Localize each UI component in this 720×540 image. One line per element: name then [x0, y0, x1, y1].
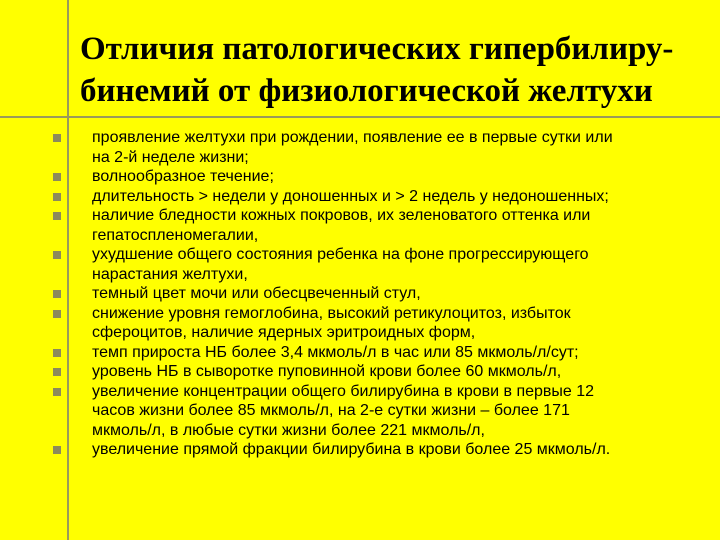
list-item-text	[92, 304, 712, 343]
list-item-text	[92, 343, 712, 363]
list-item-text	[92, 440, 712, 460]
list-item	[0, 187, 720, 207]
list-item-line: увеличение концентрации общего билирубина в крови в первые 12	[92, 382, 595, 400]
list-item-line: увеличение прямой фракции билирубина в крови более 25 мкмоль/л.	[92, 441, 611, 458]
list-item-line: нарастания желтухи,	[92, 265, 248, 283]
list-item	[0, 284, 720, 304]
horizontal-rule	[0, 116, 720, 118]
list-item-text	[92, 206, 712, 245]
list-item-line: на 2-й неделе жизни;	[92, 148, 249, 166]
list-item	[0, 167, 720, 187]
square-bullet-icon	[53, 290, 61, 298]
list-item	[0, 343, 720, 363]
list-item-text	[92, 167, 712, 187]
list-item	[0, 440, 720, 460]
list-item	[0, 206, 720, 245]
square-bullet-icon	[53, 251, 61, 259]
list-item-text	[92, 245, 712, 284]
list-item-text	[92, 284, 712, 304]
list-item	[0, 382, 720, 441]
list-item-line: ухудшение общего состояния ребенка на фоне прогрессирующего	[92, 246, 589, 263]
square-bullet-icon	[53, 388, 61, 396]
list-item-line: уровень НБ в сыворотке пуповинной крови более 60 мкмоль/л,	[92, 363, 562, 380]
bullet-list	[0, 128, 720, 460]
square-bullet-icon	[53, 446, 61, 454]
list-item-line: наличие бледности кожных покровов, их зеленоватого оттенка или	[92, 207, 591, 224]
list-item-line: мкмоль/л, в любые сутки жизни более 221 мкмоль/л,	[92, 421, 485, 439]
square-bullet-icon	[53, 349, 61, 357]
list-item-line: волнообразное течение;	[92, 168, 274, 185]
title-line: Отличия патологических гипербилиру-	[80, 31, 674, 67]
list-item-text	[92, 362, 712, 382]
list-item-line: снижение уровня гемоглобина, высокий ретикулоцитоз, избыток	[92, 304, 571, 322]
list-item-line: гепатоспленомегалии,	[92, 226, 259, 244]
list-item	[0, 304, 720, 343]
square-bullet-icon	[53, 310, 61, 318]
title-line: бинемий от физиологической желтухи	[80, 73, 653, 109]
list-item-line: часов жизни более 85 мкмоль/л, на 2-е сутки жизни – более 171	[92, 402, 570, 419]
square-bullet-icon	[53, 368, 61, 376]
list-item-line: темп прироста НБ более 3,4 мкмоль/л в час или 85 мкмоль/л/сут;	[92, 343, 579, 361]
list-item-line: сфероцитов, наличие ядерных эритроидных форм,	[92, 324, 476, 341]
square-bullet-icon	[53, 212, 61, 220]
slide-title	[80, 28, 710, 112]
square-bullet-icon	[53, 134, 61, 142]
list-item	[0, 362, 720, 382]
list-item-line: темный цвет мочи или обесцвеченный стул,	[92, 285, 421, 302]
list-item	[0, 245, 720, 284]
list-item-text	[92, 128, 712, 167]
list-item-line: длительность > недели у доношенных и > 2 недель у недоношенных;	[92, 187, 609, 205]
list-item-text	[92, 382, 712, 441]
list-item	[0, 128, 720, 167]
list-item-line: проявление желтухи при рождении, появление ее в первые сутки или	[92, 129, 613, 146]
list-item-text	[92, 187, 712, 207]
square-bullet-icon	[53, 193, 61, 201]
square-bullet-icon	[53, 173, 61, 181]
